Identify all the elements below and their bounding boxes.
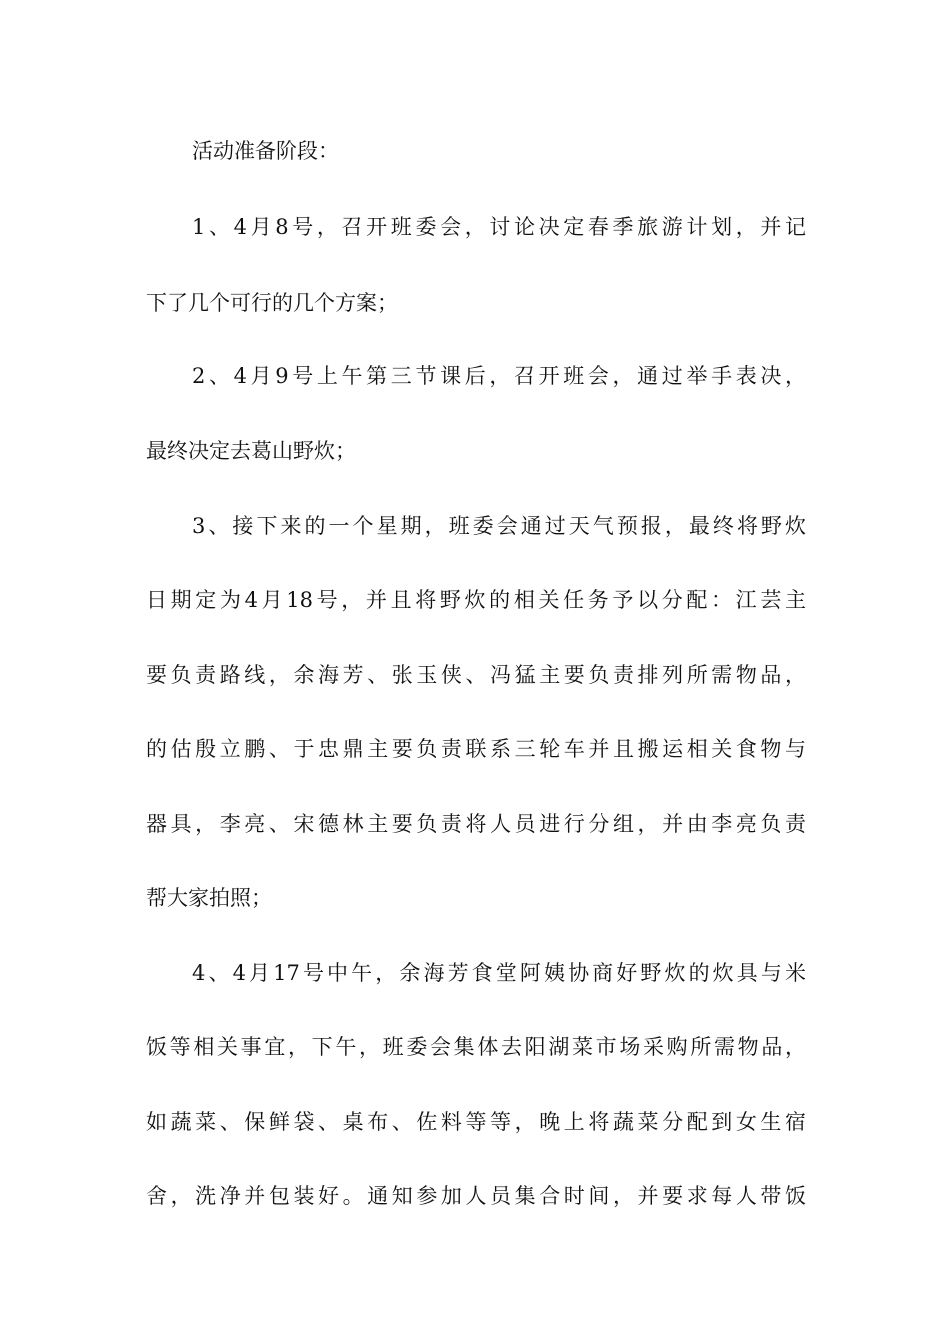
paragraph-line: 2、4月9号上午第三节课后，召开班会，通过举手表决， (192, 364, 806, 388)
paragraph-line: 日期定为4月18号，并且将野炊的相关任务予以分配：江芸主 (146, 588, 806, 612)
paragraph-line: 饭等相关事宜，下午，班委会集体去阳湖菜市场采购所需物品， (146, 1035, 806, 1059)
paragraph-line: 如蔬菜、保鲜袋、桌布、佐料等等，晚上将蔬菜分配到女生宿 (146, 1110, 806, 1134)
paragraph-line: 3、接下来的一个星期，班委会通过天气预报，最终将野炊 (192, 514, 806, 538)
paragraph-line: 4、4月17号中午，余海芳食堂阿姨协商好野炊的炊具与米 (192, 961, 806, 985)
paragraph-line: 下了几个可行的几个方案； (146, 291, 398, 315)
paragraph-line: 舍，洗净并包装好。通知参加人员集合时间，并要求每人带饭 (146, 1184, 806, 1208)
section-heading: 活动准备阶段： (192, 139, 339, 163)
paragraph-line: 器具，李亮、宋德林主要负责将人员进行分组，并由李亮负责 (146, 812, 806, 836)
paragraph-line: 的估殷立鹏、于忠鼎主要负责联系三轮车并且搬运相关食物与 (146, 737, 806, 761)
paragraph-line: 帮大家拍照； (146, 886, 272, 910)
paragraph-line: 最终决定去葛山野炊； (146, 439, 356, 463)
paragraph-line: 要负责路线，余海芳、张玉侠、冯猛主要负责排列所需物品， (146, 663, 806, 687)
paragraph-line: 1、4月8号，召开班委会，讨论决定春季旅游计划，并记 (192, 215, 806, 239)
